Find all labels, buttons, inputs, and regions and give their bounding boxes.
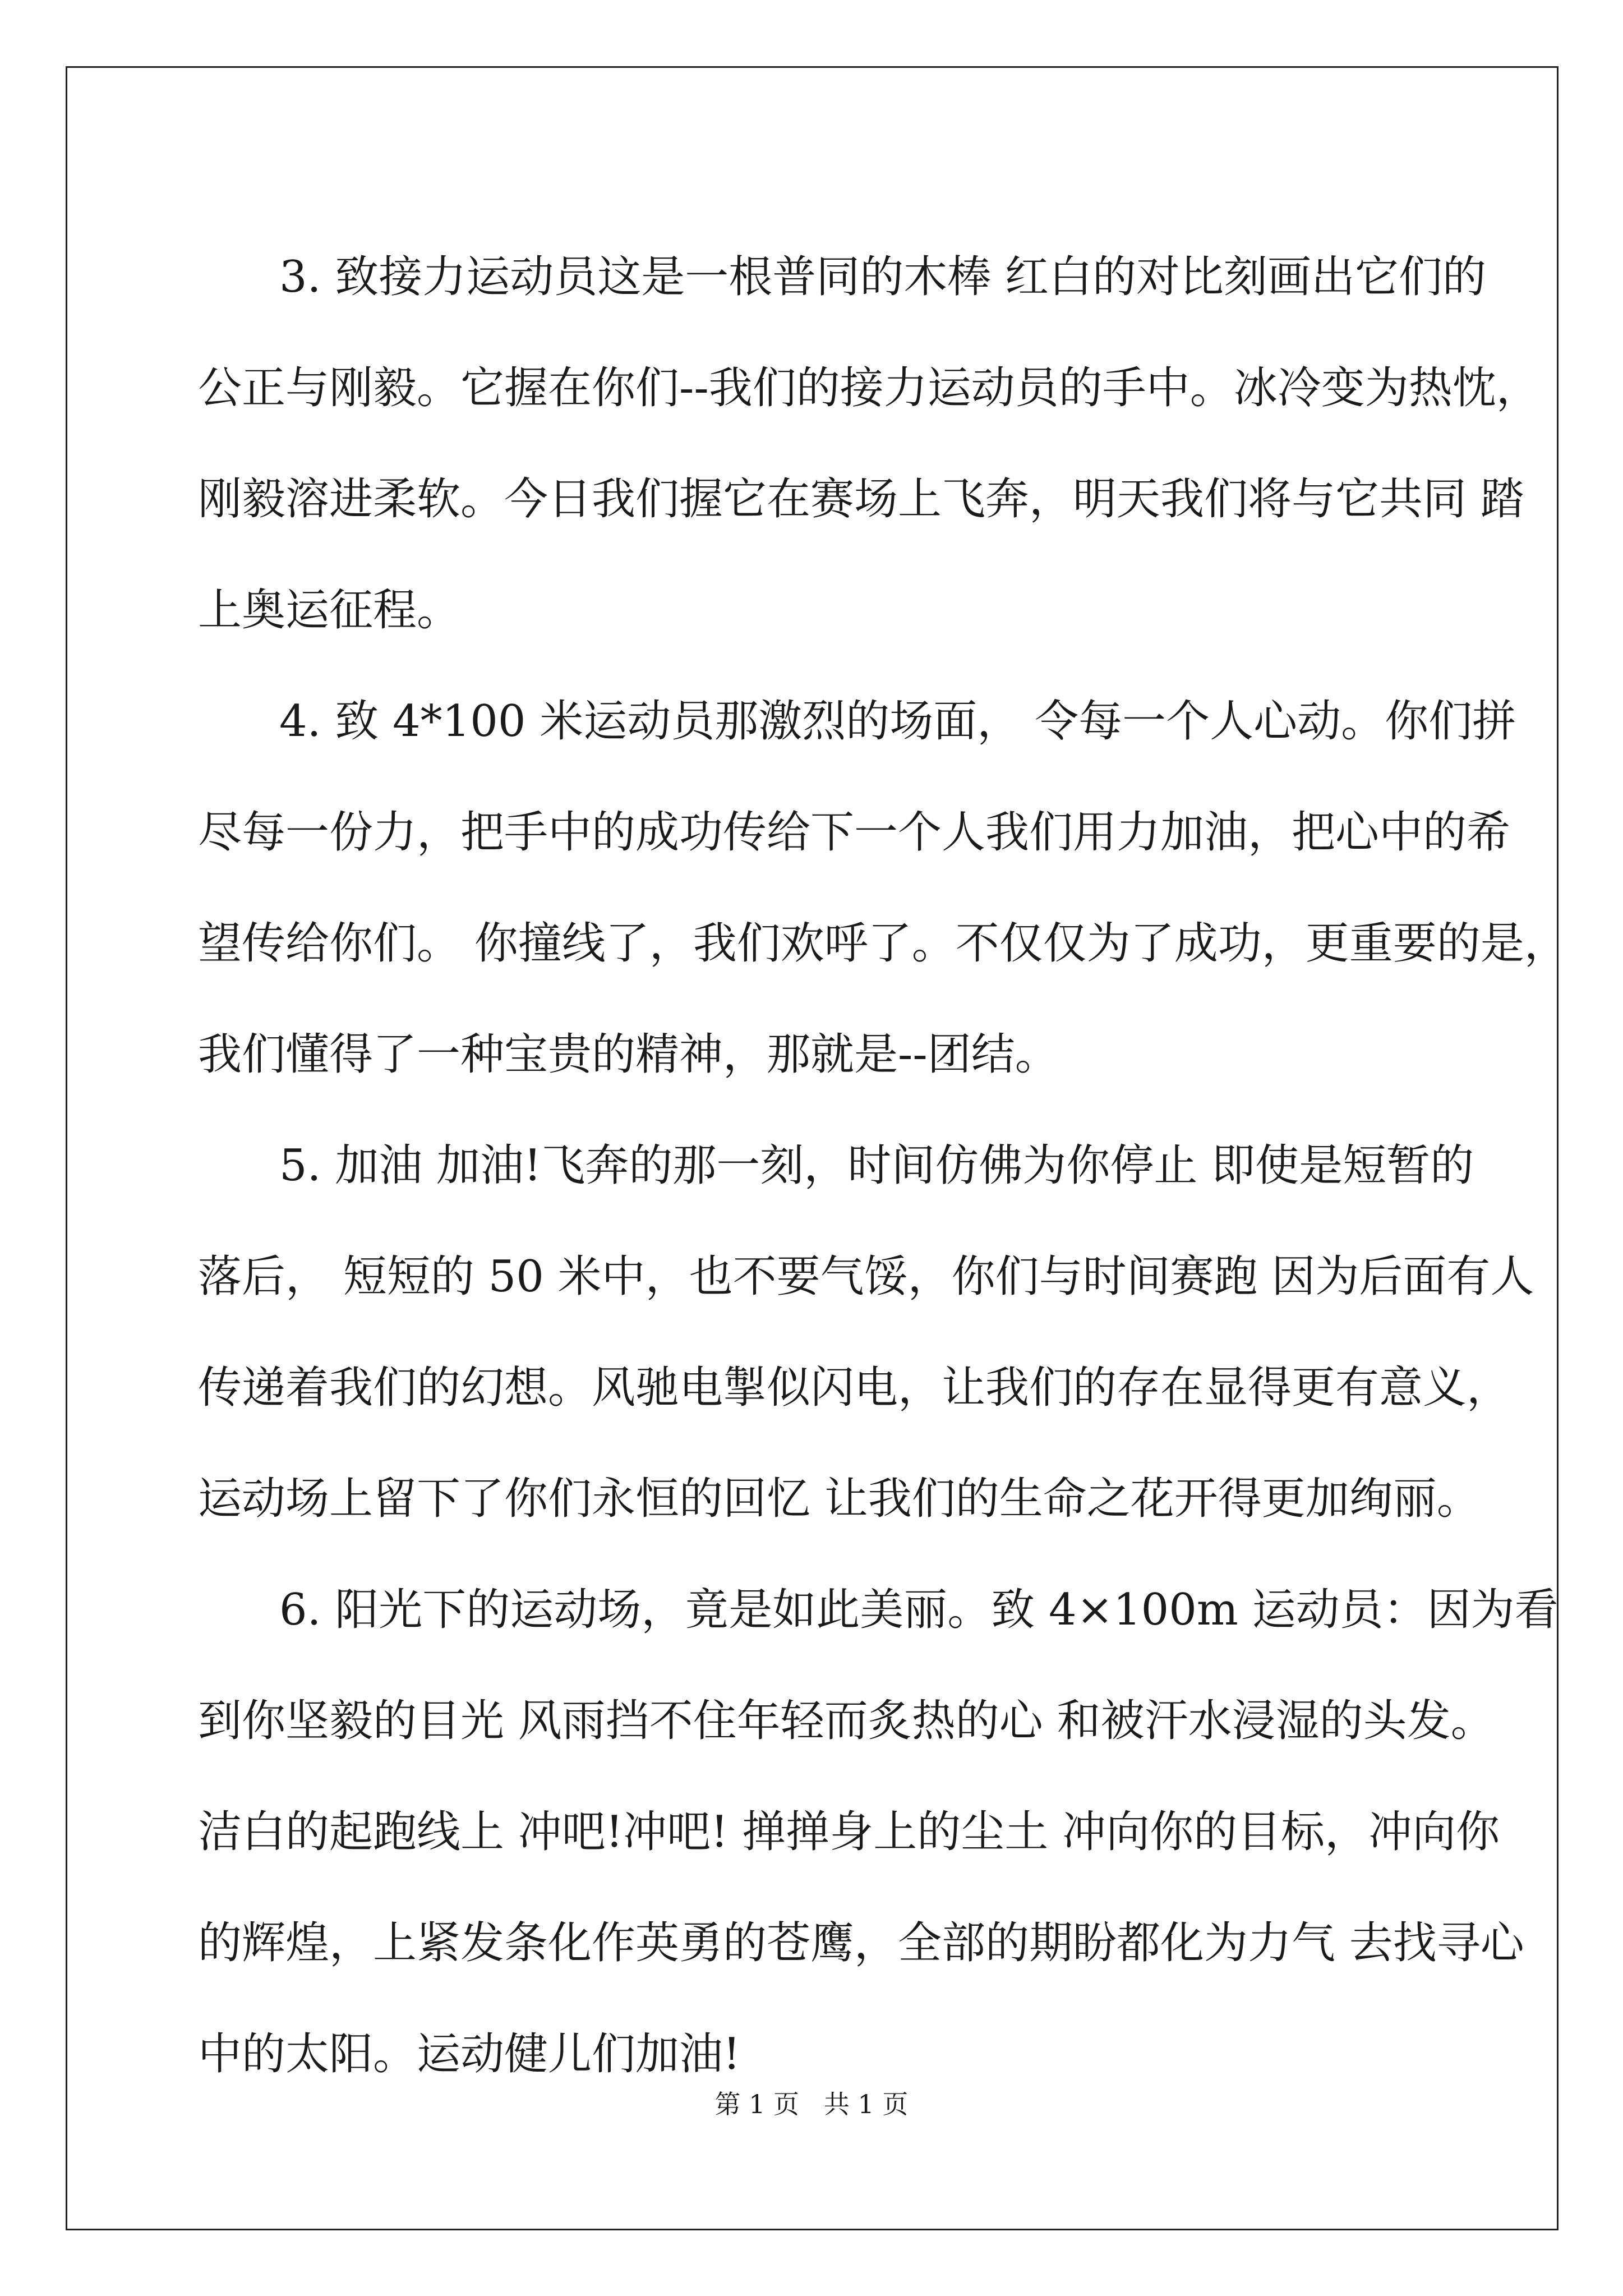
- page-footer: 第 1 页 共 1 页: [714, 2089, 909, 2119]
- text-line: 洁白的起跑线上 冲吧!冲吧! 掸掸身上的尘土 冲向你的目标，冲向你: [198, 1807, 1500, 1857]
- text-line: 5. 加油 加油!飞奔的那一刻，时间仿佛为你停止 即使是短暂的: [279, 1140, 1474, 1191]
- text-line: 3. 致接力运动员这是一根普同的木棒 红白的对比刻画出它们的: [279, 252, 1487, 302]
- paragraph-6: [198, 1554, 1559, 2110]
- paragraph-4: [198, 666, 1568, 1110]
- text-line: 我们懂得了一种宝贵的精神，那就是--团结。: [198, 1029, 1059, 1080]
- text-line: 刚毅溶进柔软。今日我们握它在赛场上飞奔，明天我们将与它共同 踏: [198, 474, 1524, 524]
- text-line: 传递着我们的幻想。风驰电掣似闪电，让我们的存在显得更有意义，: [198, 1363, 1511, 1413]
- text-line: 望传给你们。 你撞线了，我们欢呼了。不仅仅为了成功，更重要的是，: [198, 918, 1568, 969]
- paragraph-3: [198, 222, 1540, 666]
- text-line: 6. 阳光下的运动场，竟是如此美丽。致 4×100m 运动员：因为看: [279, 1585, 1559, 1635]
- text-line: 落后， 短短的 50 米中，也不要气馁，你们与时间赛跑 因为后面有人: [198, 1251, 1534, 1302]
- text-line: 中的太阳。运动健儿们加油!: [198, 2029, 741, 2079]
- text-line: 的辉煌，上紧发条化作英勇的苍鹰，全部的期盼都化为力气 去找寻心: [198, 1918, 1524, 1968]
- text-line: 4. 致 4*100 米运动员那激烈的场面， 令每一个人心动。你们拼: [279, 696, 1516, 747]
- text-line: 公正与刚毅。它握在你们--我们的接力运动员的手中。冰冷变为热忱，: [198, 363, 1540, 413]
- paragraph-5: [198, 1110, 1534, 1554]
- text-line: 运动场上留下了你们永恒的回忆 让我们的生命之花开得更加绚丽。: [198, 1474, 1481, 1524]
- document-body: [198, 222, 1568, 2110]
- text-line: 尽每一份力，把手中的成功传给下一个人我们用力加油，把心中的希: [198, 807, 1511, 858]
- text-line: 上奥运征程。: [198, 585, 461, 636]
- text-line: 到你坚毅的目光 风雨挡不住年轻而炙热的心 和被汗水浸湿的头发。: [198, 1696, 1495, 1746]
